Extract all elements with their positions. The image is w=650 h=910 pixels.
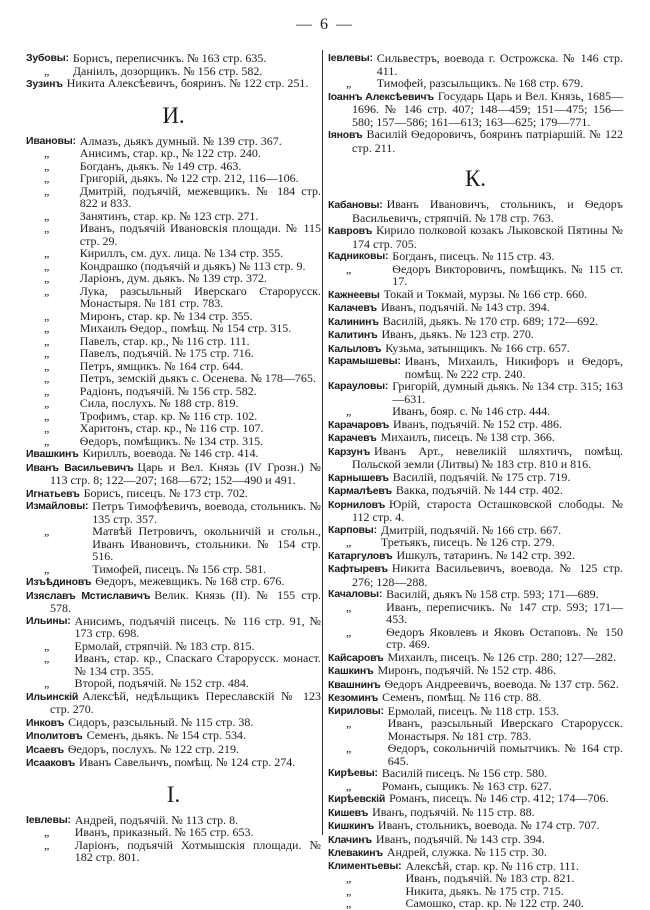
- entry-text: Никита Алексѣевичъ, бояринъ. № 122 стр. 251.: [66, 76, 309, 90]
- group-entry-text: Никита, дьякъ. № 175 стр. 715.: [405, 883, 564, 898]
- surname-group: [328, 355, 623, 380]
- entry-surname: Иполитовъ: [26, 730, 83, 742]
- group-entry-text: Анисимъ, подъячій писецъ. № 116 стр. 91, № 173 стр. 698.: [74, 613, 321, 640]
- entry-surname: Калыловъ: [328, 342, 382, 355]
- entry-text: Борисъ, писецъ. № 173 стр. 702.: [83, 485, 248, 500]
- entry-surname: Игнатьевъ: [26, 487, 80, 500]
- index-entry: [328, 484, 623, 498]
- entry-surname: Карзунъ: [328, 445, 371, 458]
- ditto-mark: „: [44, 158, 50, 173]
- index-entry: [328, 431, 623, 445]
- ditto-mark: „: [346, 716, 352, 730]
- entry-text: Семенъ, помѣщ. № 116 стр. 88.: [382, 690, 542, 704]
- group-surname: Качаловы:: [328, 588, 383, 600]
- entry-text: Алексѣй, недѣльщикъ Переславскій № 123 стр. 270.: [50, 688, 321, 716]
- group-surname: Ивановы:: [26, 134, 76, 147]
- group-entry-text: Андрей, подъячій. № 113 стр. 8.: [74, 812, 239, 827]
- index-entry: [328, 418, 623, 432]
- entry-surname: Кишкинъ: [328, 820, 374, 832]
- surname-group: [26, 52, 321, 77]
- surname-group: [328, 860, 623, 910]
- entry-text: Ѳедоръ, межевщикъ. № 168 стр. 676.: [95, 574, 285, 588]
- ditto-mark: „: [44, 358, 50, 373]
- group-entry-text: Иванъ, Михаилъ, Никифоръ и Ѳедоръ, помѣщ. № 222 стр. 240.: [404, 354, 623, 381]
- index-entry: [26, 589, 321, 615]
- entry-surname: Исаевъ: [26, 743, 64, 756]
- surname-group: [328, 588, 623, 651]
- ditto-mark: „: [44, 524, 50, 538]
- index-entry: [328, 549, 623, 563]
- entry-text: Кирило полковой козакъ Лыковской Пятины № 174 стр. 705.: [352, 223, 623, 251]
- group-entry-text: Третьякъ, писецъ. № 126 стр. 279.: [380, 535, 555, 549]
- group-surname: Карауловы:: [328, 380, 389, 392]
- entry-text: Государь Царь и Вел. Князь, 1685—1696. № 146 стр. 407; 148—459; 151—475; 156—580; 157—586; 161—613; 163—625; 179—771.: [352, 88, 623, 129]
- ditto-mark: „: [346, 261, 352, 276]
- ditto-mark: „: [44, 837, 50, 852]
- ditto-mark: „: [44, 676, 50, 690]
- group-entry-text: Миронъ, стар. кр. № 134 стр. 355.: [79, 308, 253, 323]
- ditto-mark: „: [44, 346, 50, 360]
- entry-surname: Кармалѣевъ: [328, 485, 392, 497]
- index-entry: [26, 729, 321, 743]
- entry-text: Велик. Князь (II). № 155 стр. 578.: [50, 587, 321, 615]
- group-entry-text: Тимофей, разсыльщикъ. № 168 стр. 679.: [376, 76, 584, 90]
- group-surname: Климентьевы:: [328, 859, 402, 872]
- entry-text: Никита Васильевичъ, воевода. № 125 стр. 276; 128—288.: [352, 561, 623, 589]
- right-column: [328, 52, 623, 910]
- entry-surname: Корниловъ: [328, 498, 386, 511]
- group-entry-text: Петръ, ямщикъ. № 164 стр. 644.: [79, 358, 244, 373]
- group-entry-text: Павелъ, подъячій. № 175 стр. 716.: [79, 346, 254, 360]
- entry-surname: Кашкинъ: [328, 665, 374, 677]
- ditto-mark: „: [44, 421, 50, 435]
- entry-text: Ѳедоръ Андреевичъ, воевода. № 137 стр. 562.: [384, 676, 619, 691]
- entry-surname: Кезоминъ: [328, 692, 379, 704]
- entry-text: Иванъ, дьякъ. № 123 стр. 270.: [381, 327, 534, 341]
- group-entry-text: Иванъ, разсыльный Иверскаго Старорусск. Монастыря. № 181 стр. 783.: [387, 716, 623, 743]
- group-entry-text: Харитонъ, стар. кр., № 116 стр. 107.: [79, 421, 264, 435]
- entry-surname: Изяславъ Мстиславичъ: [26, 589, 151, 602]
- group-entry-text: Кириллъ, см. дух. лица. № 134 стр. 355.: [79, 246, 284, 260]
- group-entry-text: Иванъ, подъячій. № 183 стр. 821.: [405, 871, 575, 885]
- entry-surname: Карачаровъ: [328, 418, 389, 431]
- surname-group: [26, 615, 321, 690]
- surname-group: [26, 814, 321, 864]
- group-entry-text: Иванъ, стар. кр., Спаскаго Старорусск. монаст. № 134 стр. 355.: [74, 651, 321, 678]
- index-entry: [328, 691, 623, 705]
- group-entry-text: Григорій, думный дьякъ. № 134 стр. 315; 163—631.: [392, 379, 623, 406]
- index-entry: [328, 664, 623, 678]
- entry-surname: Инковъ: [26, 716, 65, 729]
- ditto-mark: „: [346, 778, 352, 793]
- ditto-mark: „: [346, 599, 352, 614]
- entry-surname: Калининъ: [328, 315, 379, 328]
- entry-surname: Квашнинъ: [328, 678, 381, 691]
- entry-text: Михаилъ, писецъ. № 126 стр. 280; 127—282.: [387, 649, 617, 664]
- index-entry: [328, 806, 623, 820]
- index-entry: [328, 342, 623, 356]
- entry-surname: Кишевъ: [328, 806, 369, 819]
- group-entry-text: Борисъ, переписчикъ. № 163 стр. 635.: [72, 51, 267, 65]
- index-entry: [328, 328, 623, 342]
- section-letter-heading: І.: [166, 781, 181, 807]
- entry-surname: Іяновъ: [328, 129, 363, 141]
- entry-surname: Катаргуловъ: [328, 549, 393, 562]
- entry-text: Семенъ, дьякъ. № 154 стр. 534.: [86, 728, 246, 742]
- ditto-mark: „: [346, 871, 352, 885]
- index-entry: [328, 846, 623, 860]
- index-entry: [26, 461, 321, 487]
- index-entry: [26, 756, 321, 770]
- entry-surname: Калитинъ: [328, 329, 378, 341]
- entry-text: Токай и Токмай, мурзы. № 166 стр. 660.: [383, 286, 588, 301]
- entry-text: Иванъ Арт., невеликій шляхтичъ, помѣщ. Польской земли (Литвы) № 183 стр. 810 и 816.: [352, 443, 623, 471]
- ditto-mark: „: [44, 208, 50, 223]
- index-entry: [26, 690, 321, 716]
- index-entry: [328, 315, 623, 329]
- entry-text: Ѳедоръ, послухъ. № 122 стр. 219.: [67, 741, 239, 756]
- group-entry-text: Сила, послухъ. № 188 стр. 819.: [79, 396, 239, 410]
- ditto-mark: „: [44, 258, 50, 273]
- ditto-mark: „: [44, 651, 50, 665]
- ditto-mark: „: [44, 221, 50, 235]
- entry-surname: Кавровъ: [328, 225, 373, 237]
- index-entry: [328, 562, 623, 588]
- surname-group: [328, 767, 623, 792]
- entry-text: Царь и Вел. Князь (IV Грозн.) № 113 стр. 8; 122—207; 168—672; 152—490 и 491.: [50, 459, 322, 487]
- ditto-mark: „: [346, 896, 352, 910]
- section-letter-heading: К.: [464, 166, 487, 191]
- entry-surname: Кафтыревъ: [328, 563, 388, 575]
- group-surname: Іевлевы:: [328, 52, 373, 64]
- ditto-mark: „: [44, 321, 50, 335]
- group-surname: Карамышевы:: [328, 355, 401, 367]
- entry-text: Иванъ, стольникъ, воевода. № 174 стр. 707.: [377, 818, 600, 832]
- ditto-mark: „: [44, 308, 50, 323]
- section-letter-heading: И.: [162, 102, 185, 128]
- entry-text: Ишкулъ, татаринъ. № 142 стр. 392.: [396, 547, 576, 562]
- entry-text: Андрей, служка. № 115 стр. 30.: [386, 845, 547, 859]
- group-surname: Кириловы:: [328, 704, 384, 717]
- index-entry: [328, 224, 623, 250]
- group-entry-text: Григорій, дьякъ. № 122 стр. 212, 116—106.: [79, 171, 299, 185]
- index-entry: [328, 833, 623, 847]
- surname-group: [328, 250, 623, 288]
- entry-surname: Кайсаровъ: [328, 651, 384, 664]
- group-surname: Ильины:: [26, 614, 71, 627]
- group-entry-text: Ѳедоръ Яковлевъ и Яковъ Остаповъ. № 150 стр. 469.: [386, 624, 623, 651]
- group-entry-text: Ермолай, писецъ. № 118 стр. 153.: [387, 703, 560, 718]
- group-entry-text: Романъ, сыщикъ. № 163 стр. 627.: [381, 778, 552, 793]
- surname-group: [328, 524, 623, 549]
- ditto-mark: „: [44, 246, 50, 260]
- index-entry: [328, 90, 623, 129]
- ditto-mark: „: [44, 383, 50, 398]
- group-entry-text: Даніилъ, дозорщикъ. № 156 стр. 582.: [72, 63, 263, 78]
- entry-surname: Иванъ Васильевичъ: [26, 461, 134, 474]
- group-entry-text: Петръ Тимофѣевичъ, воевода, стольникъ. № 135 стр. 357.: [92, 499, 321, 526]
- ditto-mark: „: [44, 433, 50, 448]
- group-entry-text: Ларіонъ, дум. дьякъ. № 139 стр. 372.: [79, 271, 268, 285]
- ditto-mark: „: [44, 825, 50, 839]
- entry-text: Иванъ, подъячій. № 143 стр. 394.: [380, 300, 550, 314]
- entry-text: Иванъ, подъячій. № 143 стр. 394.: [375, 831, 545, 846]
- index-entry: [328, 678, 623, 692]
- index-entry: [26, 575, 321, 589]
- group-entry-text: Кондрашко (подъячій и дьякъ) № 113 стр. 9.: [79, 258, 306, 273]
- group-entry-text: Самошко, стар. кр. № 122 стр. 240.: [405, 896, 584, 910]
- entry-text: Михаилъ, писецъ. № 138 стр. 366.: [380, 430, 555, 444]
- entry-surname: Карачевъ: [328, 432, 377, 444]
- group-entry-text: Василій писецъ. № 156 стр. 580.: [381, 766, 548, 780]
- ditto-mark: „: [44, 561, 50, 576]
- index-entry: [328, 792, 623, 806]
- group-entry-text: Тимофей, писецъ. № 156 стр. 581.: [92, 561, 267, 576]
- index-entry: [328, 198, 623, 224]
- index-entry: [26, 487, 321, 501]
- entry-surname: Кажнеевы: [328, 288, 380, 301]
- entry-surname: Клачинъ: [328, 833, 372, 846]
- group-entry-text: Сильвестръ, воевода г. Острожска. № 146 стр. 411.: [376, 51, 623, 78]
- group-entry-text: Иванъ, подъячій Ивановскія площади. № 115 стр. 29.: [79, 221, 321, 248]
- group-entry-text: Богданъ, писецъ. № 115 стр. 43.: [392, 249, 555, 263]
- entry-text: Василій, подъячій. № 175 стр. 719.: [392, 469, 571, 484]
- group-entry-text: Алексѣй, стар. кр. № 116 стр. 111.: [405, 858, 579, 873]
- ditto-mark: „: [346, 883, 352, 898]
- group-surname: Зубовы:: [26, 52, 69, 64]
- group-entry-text: Радіонъ, подъячій. № 156 стр. 582.: [79, 383, 257, 398]
- ditto-mark: „: [44, 271, 50, 285]
- group-surname: Іевлевы:: [26, 813, 71, 826]
- group-surname: Кирѣевы:: [328, 767, 378, 779]
- entry-surname: Исааковъ: [26, 757, 75, 769]
- ditto-mark: „: [44, 171, 50, 185]
- entry-surname: Клевакинъ: [328, 847, 383, 859]
- ditto-mark: „: [346, 404, 352, 418]
- index-entry: [328, 445, 623, 471]
- ditto-mark: „: [44, 283, 50, 298]
- entry-surname: Изъѣдиновъ: [26, 576, 92, 588]
- ditto-mark: „: [346, 741, 352, 755]
- index-entry: [328, 651, 623, 665]
- surname-group: [26, 500, 321, 575]
- left-column: [26, 52, 321, 864]
- entry-text: Иванъ, подъячій. № 152 стр. 486.: [392, 416, 562, 431]
- entry-text: Иванъ Савельичъ, помѣщ. № 124 стр. 274.: [78, 755, 296, 769]
- surname-group: [328, 52, 623, 90]
- entry-text: Василій, дьякъ. № 170 стр. 689; 172—692.: [382, 313, 599, 328]
- group-entry-text: Михаилъ Ѳедор., помѣщ. № 154 стр. 315.: [79, 321, 292, 335]
- entry-text: Вакка, подъячій. № 144 стр. 402.: [395, 483, 563, 497]
- group-entry-text: Иванъ, приказный. № 165 стр. 653.: [74, 825, 254, 839]
- group-entry-text: Второй, подъячій. № 152 стр. 484.: [74, 676, 249, 690]
- entry-surname: Іоаннъ Алексѣевичъ: [328, 90, 434, 103]
- group-entry-text: Лука, разсыльный Иверскаго Старорусск. Монастыря. № 181 стр. 783.: [79, 283, 321, 310]
- surname-group: [26, 135, 321, 448]
- group-entry-text: Петръ, земскій дьякъ с. Осенева. № 178—765.: [79, 371, 316, 385]
- group-entry-text: Ларіонъ, подъячій Хотмышскія площади. № 182 стр. 801.: [74, 837, 321, 864]
- entry-text: Миронъ, подъячій. № 152 стр. 486.: [377, 663, 557, 677]
- ditto-mark: „: [44, 63, 50, 78]
- ditto-mark: „: [44, 408, 50, 423]
- index-entry: [26, 447, 321, 461]
- entry-surname: Кирѣевскій: [328, 793, 386, 805]
- group-entry-text: Иванъ, бояр. с. № 146 стр. 444.: [392, 404, 551, 418]
- column-divider: [322, 50, 323, 835]
- entry-text: Юрій, староста Осташковской слободы. № 112 стр. 4.: [352, 496, 623, 524]
- group-entry-text: Ѳедоръ, сокольничій помытчикъ. № 164 стр. 645.: [387, 741, 623, 768]
- group-entry-text: Павелъ, стар. кр., № 116 стр. 111.: [79, 333, 250, 348]
- ditto-mark: „: [346, 535, 352, 549]
- index-entry: [328, 288, 623, 302]
- group-entry-text: Трофимъ, стар. кр. № 116 стр. 102.: [79, 408, 258, 423]
- group-entry-text: Иванъ, переписчикъ. № 147 стр. 593; 171—453.: [386, 599, 623, 626]
- entry-text: Иванъ, подъячій. № 115 стр. 88.: [372, 804, 535, 819]
- group-entry-text: Ѳедоръ Викторовичъ, помѣщикъ. № 115 ст. 17.: [392, 261, 623, 288]
- ditto-mark: „: [346, 624, 352, 639]
- index-entry: [328, 128, 623, 154]
- page-number: — 6 —: [296, 16, 354, 33]
- group-entry-text: Василій, дьякъ № 158 стр. 593; 171—689.: [386, 587, 599, 601]
- index-entry: [328, 471, 623, 485]
- entry-text: Иванъ Ивановичъ, стольникъ, и Ѳедоръ Васильевичъ, стряпчій. № 178 стр. 763.: [352, 197, 623, 225]
- ditto-mark: „: [44, 638, 50, 653]
- group-entry-text: Ѳедоръ, помѣщикъ. № 134 стр. 315.: [79, 433, 264, 448]
- group-entry-text: Ермолай, стряпчій. № 183 стр. 815.: [74, 638, 255, 653]
- index-entry: [26, 77, 321, 91]
- index-entry: [26, 743, 321, 757]
- group-entry-text: Богданъ, дьякъ. № 149 стр. 463.: [79, 158, 242, 173]
- group-surname: Кадниковы:: [328, 250, 389, 262]
- index-entry: [328, 819, 623, 833]
- entry-text: Романъ, писецъ. № 146 стр. 412; 174—706.: [389, 791, 609, 805]
- ditto-mark: „: [44, 333, 50, 348]
- group-entry-text: Дмитрій, подъячій, межевщикъ. № 184 стр. 822 и 833.: [79, 183, 321, 210]
- ditto-mark: „: [44, 183, 50, 198]
- entry-text: Кириллъ, воевода. № 146 стр. 414.: [82, 446, 259, 460]
- surname-group: [328, 380, 623, 418]
- index-entry: [328, 498, 623, 524]
- group-entry-text: Алмазъ, дьякъ думный. № 139 стр. 367.: [79, 133, 282, 148]
- entry-text: Сидоръ, разсыльный. № 115 стр. 38.: [68, 714, 254, 729]
- group-surname: Карповы:: [328, 523, 377, 536]
- index-entry: [328, 301, 623, 315]
- entry-surname: Ивашкинъ: [26, 448, 79, 460]
- ditto-mark: „: [346, 76, 352, 90]
- entry-surname: Ильинскій: [26, 690, 79, 703]
- entry-surname: Калачевъ: [328, 302, 377, 314]
- group-entry-text: Анисимъ, стар. кр., № 122 стр. 240.: [79, 146, 261, 160]
- surname-group: [328, 705, 623, 768]
- entry-surname: Карнышевъ: [328, 471, 389, 484]
- group-entry-text: Занятинъ, стар. кр. № 123 стр. 271.: [79, 208, 259, 223]
- ditto-mark: „: [44, 371, 50, 385]
- ditto-mark: „: [44, 146, 50, 160]
- group-entry-text: Дмитрій, подъячій. № 166 стр. 667.: [380, 522, 562, 537]
- entry-text: Кузьма, затынщикъ. № 166 стр. 657.: [385, 340, 570, 355]
- ditto-mark: „: [44, 396, 50, 410]
- entry-surname: Зузинъ: [26, 78, 63, 90]
- entry-surname: Кабановы:: [328, 199, 383, 211]
- index-entry: [26, 716, 321, 730]
- group-entry-text: Матвѣй Петровичъ, окольничій и стольн., Иванъ Ивановичъ, стольники. № 154 стр. 516.: [92, 524, 321, 563]
- group-surname: Измайловы:: [26, 500, 89, 512]
- entry-text: Василій Ѳедоровичъ, бояринъ патріаршій. № 122 стр. 211.: [352, 127, 623, 155]
